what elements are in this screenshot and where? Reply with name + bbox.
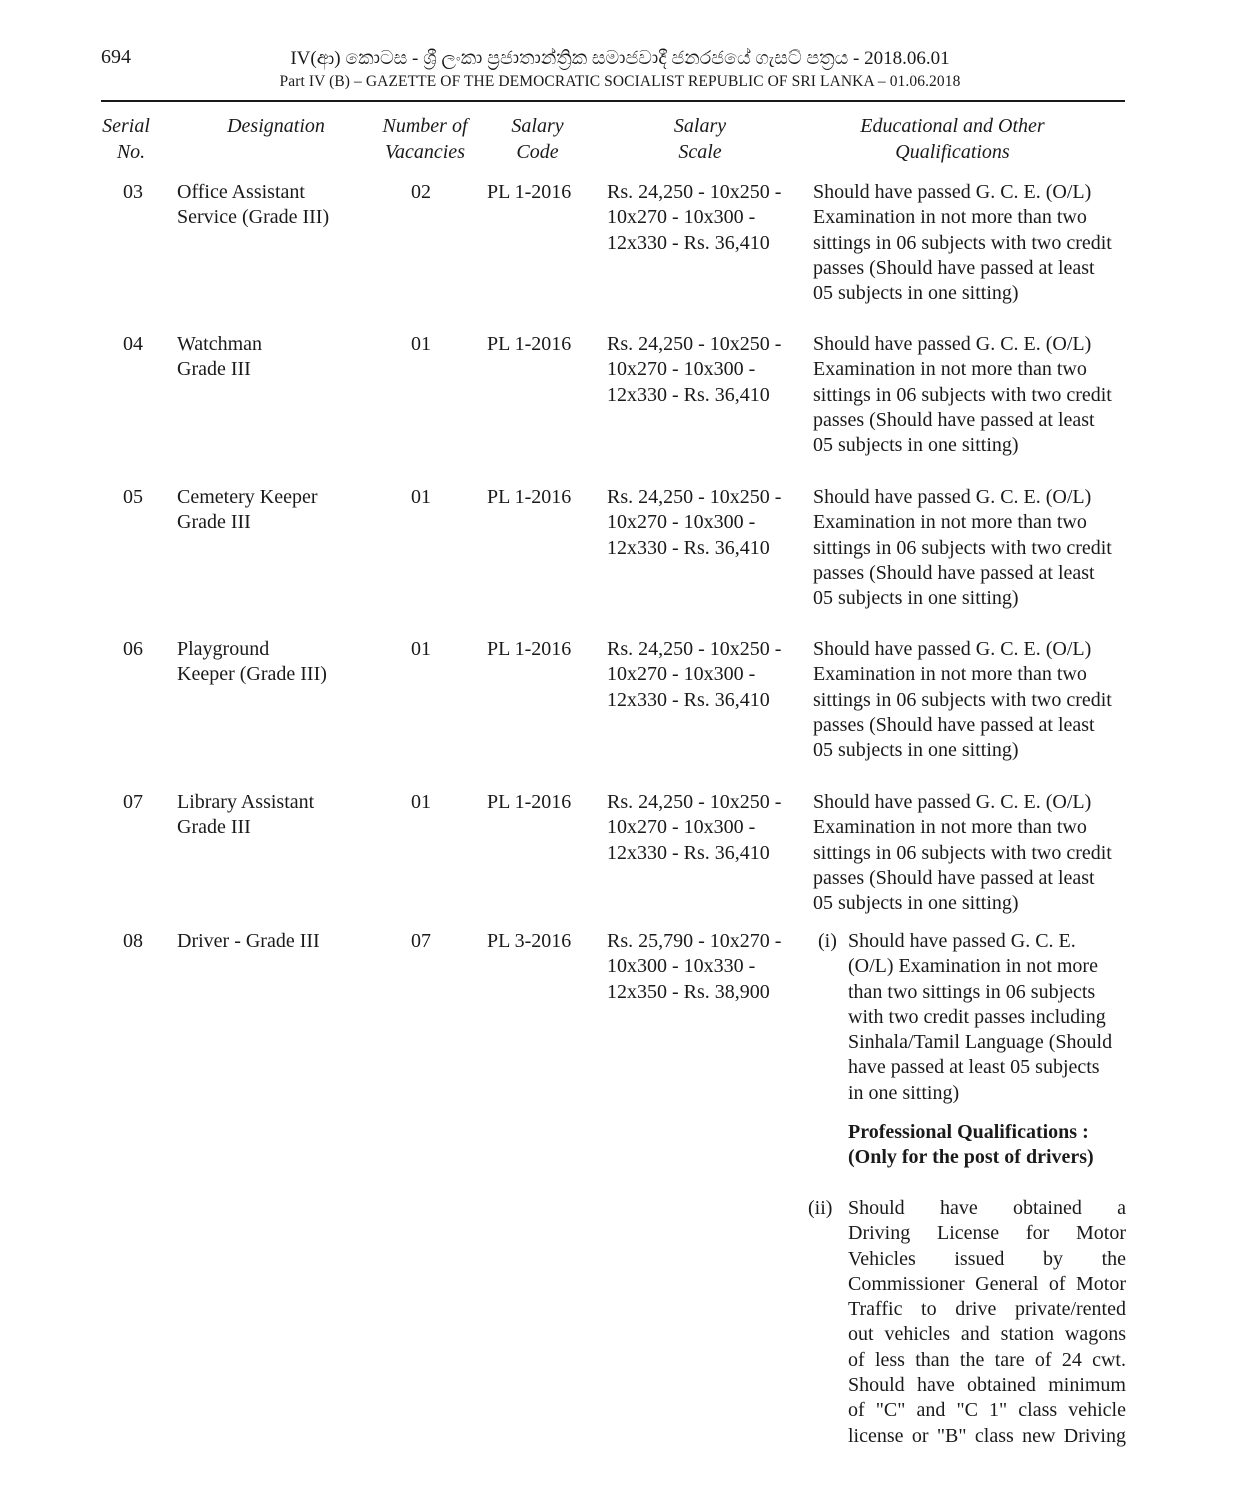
header-salary-code-line-1: Salary <box>511 115 564 137</box>
qualification-line: Examination in not more than two <box>813 663 1087 686</box>
header-designation: Designation <box>227 115 325 137</box>
qualification-line: of "C" and "C 1" class vehicle <box>848 1399 1126 1422</box>
vacancies-cell: 01 <box>411 333 431 355</box>
qualification-item-number: (i) <box>818 930 837 952</box>
qualification-line: Examination in not more than two <box>813 358 1087 381</box>
qualifications-cell <box>813 790 1133 916</box>
salary-scale-line: 10x270 - 10x300 - <box>607 358 756 381</box>
qualification-line: Vehicles issued by the <box>848 1247 1126 1270</box>
designation-cell <box>177 180 367 231</box>
header-salary-scale <box>650 113 750 165</box>
qualification-line: out vehicles and station wagons <box>848 1323 1126 1346</box>
qualification-line: Should have obtained a <box>848 1197 1126 1219</box>
qualification-line: Should have passed G. C. E. (O/L) <box>813 486 1092 508</box>
designation-line: Grade III <box>177 816 251 839</box>
salary-scale-cell <box>607 485 807 561</box>
header-vacancies <box>370 113 480 165</box>
header-salary-code-line-2: Code <box>516 141 559 163</box>
vacancies-cell: 01 <box>411 486 431 508</box>
header-sinhala-title: IV(ආ) කොටස - ශ්‍රී ලංකා ප්‍රජාතාන්ත්‍රික සමාජවාදී ජනරජයේ ගැසට් පත්‍රය - 2018.06.01 <box>290 48 950 69</box>
designation-line: Grade III <box>177 358 251 381</box>
serial-cell: 08 <box>123 930 143 952</box>
salary-scale-line: Rs. 24,250 - 10x250 - <box>607 181 782 203</box>
salary-scale-line: 10x270 - 10x300 - <box>607 511 756 534</box>
vacancies-cell: 01 <box>411 791 431 813</box>
designation-line: Service (Grade III) <box>177 206 330 229</box>
vacancies-cell: 02 <box>411 181 431 203</box>
serial-cell: 04 <box>123 333 143 355</box>
salary-scale-cell <box>607 332 807 408</box>
qualification-line: 05 subjects in one sitting) <box>813 587 1019 610</box>
qualification-line: sittings in 06 subjects with two credit <box>813 841 1112 864</box>
qualification-line: than two sittings in 06 subjects <box>848 980 1096 1003</box>
qualification-line: Should have passed G. C. E. (O/L) <box>813 638 1092 660</box>
salary-scale-line: 12x330 - Rs. 36,410 <box>607 231 770 254</box>
serial-cell: 07 <box>123 791 143 813</box>
salary-code-cell: PL 3-2016 <box>487 930 572 952</box>
header-salary-code <box>490 113 585 165</box>
salary-scale-line: 12x350 - Rs. 38,900 <box>607 980 770 1003</box>
qualification-line: Traffic to drive private/rented <box>848 1298 1126 1321</box>
header-english-title: Part IV (B) – GAZETTE OF THE DEMOCRATIC SOCIALIST REPUBLIC OF SRI LANKA – 01.06.2018 <box>279 73 961 90</box>
designation-line: Grade III <box>177 511 251 534</box>
qualification-line: passes (Should have passed at least <box>813 561 1095 584</box>
qualification-line: Should have passed G. C. E. (O/L) <box>813 181 1092 203</box>
salary-scale-line: 10x270 - 10x300 - <box>607 206 756 229</box>
qualification-line: Examination in not more than two <box>813 511 1087 534</box>
qualification-line: license or "B" class new Driving <box>848 1424 1126 1447</box>
salary-scale-cell <box>607 929 807 1005</box>
salary-scale-line: 12x330 - Rs. 36,410 <box>607 688 770 711</box>
salary-scale-line: Rs. 24,250 - 10x250 - <box>607 333 782 355</box>
serial-cell: 03 <box>123 181 143 203</box>
designation-line: Office Assistant <box>177 181 305 203</box>
designation-line: Cemetery Keeper <box>177 486 318 508</box>
designation-line: Library Assistant <box>177 791 315 813</box>
qualification-line: passes (Should have passed at least <box>813 408 1095 431</box>
header-rule <box>101 100 1125 102</box>
qualification-line: Commissioner General of Motor <box>848 1272 1126 1295</box>
qualification-line: 05 subjects in one sitting) <box>813 739 1019 762</box>
salary-scale-line: Rs. 24,250 - 10x250 - <box>607 791 782 813</box>
qualifications-cell <box>813 485 1133 611</box>
salary-code-cell: PL 1-2016 <box>487 791 572 813</box>
qualification-line: Should have passed G. C. E. (O/L) <box>813 333 1092 355</box>
qualification-line: passes (Should have passed at least <box>813 866 1095 889</box>
designation-line: Driver - Grade III <box>177 930 320 952</box>
qualification-item-text <box>848 1196 1126 1449</box>
salary-code-cell: PL 1-2016 <box>487 486 572 508</box>
qualifications-cell <box>813 332 1133 458</box>
header-qualifications-line-1: Educational and Other <box>860 115 1045 137</box>
qualification-line: (O/L) Examination in not more <box>848 955 1098 978</box>
qualification-item-number: (ii) <box>808 1197 833 1219</box>
vacancies-cell: 07 <box>411 930 431 952</box>
qualification-line: 05 subjects in one sitting) <box>813 892 1019 915</box>
qualification-line: Should have obtained minimum <box>848 1374 1126 1397</box>
qualification-line: Driving License for Motor <box>848 1222 1126 1245</box>
qualification-line: passes (Should have passed at least <box>813 713 1095 736</box>
salary-scale-line: 12x330 - Rs. 36,410 <box>607 536 770 559</box>
professional-heading-line: Professional Qualifications : <box>848 1121 1089 1143</box>
salary-scale-cell <box>607 637 807 713</box>
qualification-line: in one sitting) <box>848 1081 960 1104</box>
page-number: 694 <box>101 46 131 68</box>
serial-cell: 06 <box>123 638 143 660</box>
header-salary-scale-line-2: Scale <box>678 141 722 163</box>
designation-cell <box>177 637 367 688</box>
salary-code-cell: PL 1-2016 <box>487 181 572 203</box>
qualification-line: sittings in 06 subjects with two credit <box>813 536 1112 559</box>
header-vacancies-line-2: Vacancies <box>385 141 465 163</box>
salary-scale-line: Rs. 25,790 - 10x270 - <box>607 930 782 952</box>
designation-line: Playground <box>177 638 270 660</box>
designation-cell <box>177 332 367 383</box>
salary-code-cell: PL 1-2016 <box>487 333 572 355</box>
salary-scale-line: Rs. 24,250 - 10x250 - <box>607 638 782 660</box>
salary-scale-line: 10x270 - 10x300 - <box>607 663 756 686</box>
vacancies-cell: 01 <box>411 638 431 660</box>
qualification-line: Examination in not more than two <box>813 206 1087 229</box>
header-salary-scale-line-1: Salary <box>673 115 727 137</box>
qualification-item-text <box>848 929 1126 1106</box>
designation-line: Watchman <box>177 333 263 355</box>
qualification-line: with two credit passes including <box>848 1005 1106 1028</box>
qualification-line: Sinhala/Tamil Language (Should <box>848 1031 1113 1054</box>
header-serial-line-1: Serial <box>102 115 150 137</box>
qualifications-cell <box>813 637 1133 763</box>
qualifications-cell <box>813 180 1133 306</box>
qualification-line: 05 subjects in one sitting) <box>813 282 1019 305</box>
designation-cell <box>177 929 367 954</box>
professional-heading-line: (Only for the post of drivers) <box>848 1146 1094 1169</box>
salary-scale-line: Rs. 24,250 - 10x250 - <box>607 486 782 508</box>
salary-scale-line: 10x270 - 10x300 - <box>607 816 756 839</box>
header-qualifications <box>830 113 1075 165</box>
qualification-line: sittings in 06 subjects with two credit <box>813 383 1112 406</box>
designation-line: Keeper (Grade III) <box>177 663 327 686</box>
salary-scale-line: 10x300 - 10x330 - <box>607 955 756 978</box>
qualification-line: passes (Should have passed at least <box>813 256 1095 279</box>
qualification-line: sittings in 06 subjects with two credit <box>813 688 1112 711</box>
salary-code-cell: PL 1-2016 <box>487 638 572 660</box>
qualification-line: Examination in not more than two <box>813 816 1087 839</box>
designation-cell <box>177 485 367 536</box>
header-serial <box>96 113 156 165</box>
header-vacancies-line-1: Number of <box>382 115 468 137</box>
header-serial-line-2: No. <box>116 141 146 163</box>
salary-scale-cell <box>607 790 807 866</box>
qualification-line: sittings in 06 subjects with two credit <box>813 231 1112 254</box>
header-qualifications-line-2: Qualifications <box>895 141 1010 163</box>
qualification-line: 05 subjects in one sitting) <box>813 434 1019 457</box>
salary-scale-line: 12x330 - Rs. 36,410 <box>607 383 770 406</box>
salary-scale-cell <box>607 180 807 256</box>
salary-scale-line: 12x330 - Rs. 36,410 <box>607 841 770 864</box>
designation-cell <box>177 790 367 841</box>
qualification-line: of less than the tare of 24 cwt. <box>848 1348 1126 1371</box>
qualification-line: Should have passed G. C. E. <box>848 930 1076 952</box>
serial-cell: 05 <box>123 486 143 508</box>
qualification-line: Should have passed G. C. E. (O/L) <box>813 791 1092 813</box>
qualification-line: have passed at least 05 subjects <box>848 1056 1100 1079</box>
